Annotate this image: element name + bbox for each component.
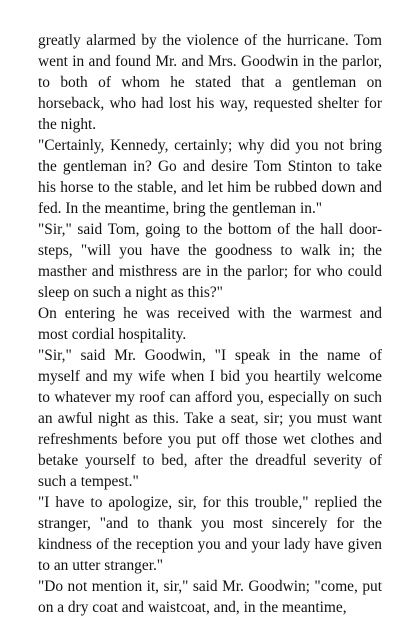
paragraph-1: greatly alarmed by the violence of the hurricane. Tom went in and found Mr. and Mrs. Goodwin in the parlor, to both of whom he stated that a gentleman on horseback, who had lost his way, requested shelter for the night. <box>38 32 382 133</box>
paragraph-3: "Sir," said Tom, going to the bottom of the hall door-steps, "will you have the goodness to walk in; the masther and misthress are in the parlor; for who could sleep on such a night as this?" <box>38 221 382 301</box>
paragraph-4: On entering he was received with the warmest and most cordial hospitality. <box>38 305 382 343</box>
paragraph-2: "Certainly, Kennedy, certainly; why did you not bring the gentleman in? Go and desire Tom Stinton to take his horse to the stable, and let him be rubbed down and fed. In the meantime, bring the gentleman in." <box>38 137 382 217</box>
paragraph-5: "Sir," said Mr. Goodwin, "I speak in the name of myself and my wife when I bid you heartily welcome to whatever my roof can afford you, especially on such an awful night as this. Take a seat, sir; you must want refreshments before you put off those wet clothes and betake yourself to bed, after the dreadful severity of such a tempest." <box>38 347 382 490</box>
paragraph-7: "Do not mention it, sir," said Mr. Goodwin; "come, put on a dry coat and waistcoat, and, in the meantime, <box>38 578 382 616</box>
paragraph-6: "I have to apologize, sir, for this trouble," replied the stranger, "and to thank you most sincerely for the kindness of the reception you and your lady have given to an utter stranger." <box>38 494 382 574</box>
document-page <box>38 30 382 618</box>
